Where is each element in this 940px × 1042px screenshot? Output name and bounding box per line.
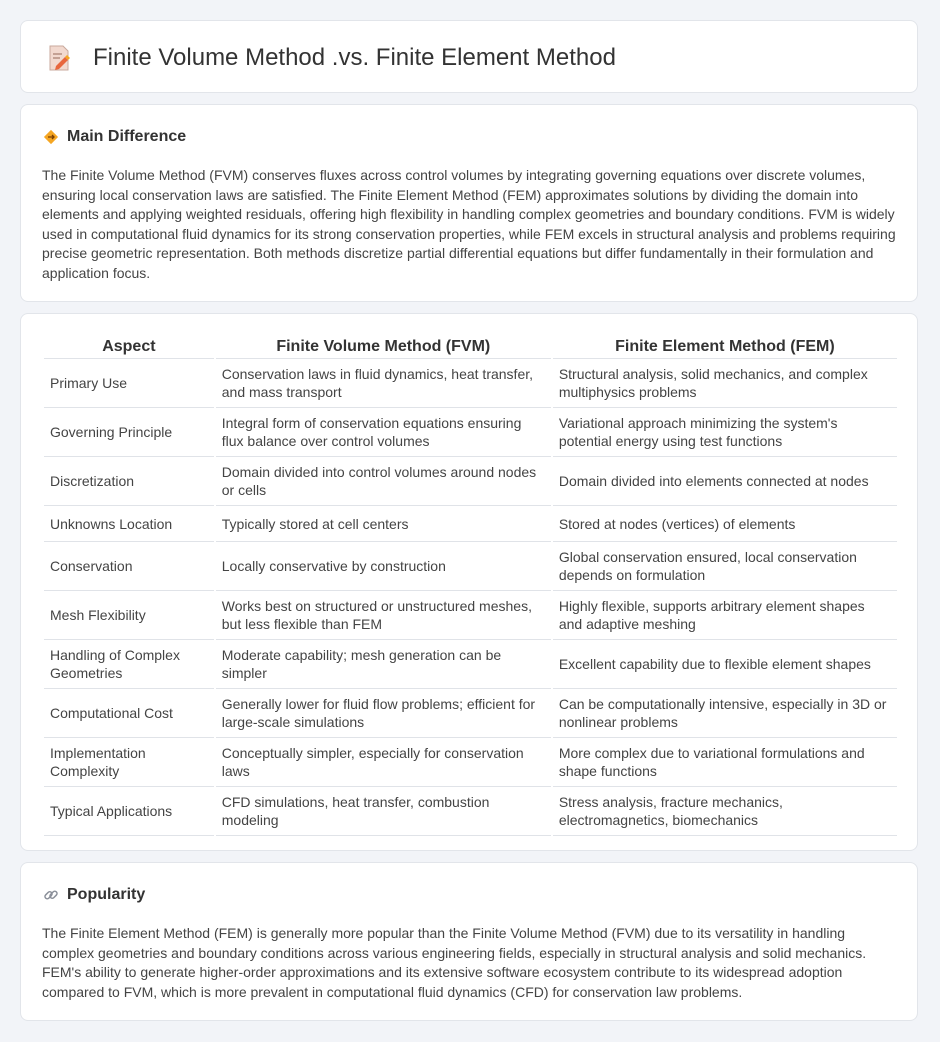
table-row [44, 359, 897, 408]
aspect-cell: Implementation Complexity [44, 738, 214, 787]
column-header-fem: Finite Element Method (FEM) [553, 334, 897, 359]
fvm-cell: Integral form of conservation equations ensuring flux balance over control volumes [216, 408, 551, 457]
table-row [44, 738, 897, 787]
table-row [44, 591, 897, 640]
fvm-cell: Locally conservative by construction [216, 542, 551, 591]
aspect-cell: Mesh Flexibility [44, 591, 214, 640]
link-icon [43, 887, 59, 903]
column-header-fvm: Finite Volume Method (FVM) [216, 334, 551, 359]
table-row [44, 542, 897, 591]
aspect-cell: Typical Applications [44, 787, 214, 836]
fem-cell: Structural analysis, solid mechanics, and complex multiphysics problems [553, 359, 897, 408]
fem-cell: Variational approach minimizing the system's potential energy using test functions [553, 408, 897, 457]
fem-cell: More complex due to variational formulations and shape functions [553, 738, 897, 787]
diamond-arrows-icon [43, 129, 59, 145]
fem-cell: Global conservation ensured, local conservation depends on formulation [553, 542, 897, 591]
fem-cell: Highly flexible, supports arbitrary element shapes and adaptive meshing [553, 591, 897, 640]
fvm-cell: CFD simulations, heat transfer, combustion modeling [216, 787, 551, 836]
popularity-title: Popularity [67, 886, 146, 903]
aspect-cell: Conservation [44, 542, 214, 591]
main-difference-text: The Finite Volume Method (FVM) conserves fluxes across control volumes by integrating governing equations over discrete volumes, ensuring local conservation laws are satisfied. The Finite Element Method (FEM) approximates solutions by dividing the domain into elements and applying weighted residuals, offering high flexibility in handling complex geometries and boundary conditions. FVM is widely used in computational fluid dynamics for its strong conservation properties, while FEM excels in structural analysis and problems requiring precise geometric representation. Both methods discretize partial differential equations but differ fundamentally in their formulation and application focus. [42, 167, 896, 281]
page-title: Finite Volume Method .vs. Finite Element Method [93, 44, 616, 71]
main-difference-title: Main Difference [67, 128, 187, 145]
fvm-cell: Conservation laws in fluid dynamics, heat transfer, and mass transport [216, 359, 551, 408]
table-row [44, 506, 897, 542]
fvm-cell: Domain divided into control volumes around nodes or cells [216, 457, 551, 506]
table-row [44, 787, 897, 836]
table-row [44, 689, 897, 738]
table-row [44, 408, 897, 457]
aspect-cell: Unknowns Location [44, 506, 214, 542]
fvm-cell: Works best on structured or unstructured meshes, but less flexible than FEM [216, 591, 551, 640]
fvm-cell: Conceptually simpler, especially for conservation laws [216, 738, 551, 787]
fem-cell: Domain divided into elements connected at nodes [553, 457, 897, 506]
aspect-cell: Governing Principle [44, 408, 214, 457]
table-row [44, 640, 897, 689]
popularity-text: The Finite Element Method (FEM) is generally more popular than the Finite Volume Method (FVM) due to its versatility in handling complex geometries and boundary conditions across various engineering fields, especially in structural analysis and solid mechanics. FEM's ability to generate higher-order approximations and its extensive software ecosystem contribute to its widespread adoption compared to FVM, which is more prevalent in computational fluid dynamics (CFD) for conservation law problems. [42, 925, 867, 1000]
aspect-cell: Discretization [44, 457, 214, 506]
header-card [20, 20, 918, 93]
comparison-table [42, 334, 899, 836]
pencil-document-icon [47, 44, 71, 72]
fem-cell: Excellent capability due to flexible element shapes [553, 640, 897, 689]
fvm-cell: Moderate capability; mesh generation can be simpler [216, 640, 551, 689]
column-header-aspect: Aspect [44, 334, 214, 359]
aspect-cell: Primary Use [44, 359, 214, 408]
main-difference-section [20, 104, 918, 302]
fem-cell: Can be computationally intensive, especially in 3D or nonlinear problems [553, 689, 897, 738]
fem-cell: Stored at nodes (vertices) of elements [553, 506, 897, 542]
fem-cell: Stress analysis, fracture mechanics, electromagnetics, biomechanics [553, 787, 897, 836]
comparison-table-card [20, 313, 918, 851]
aspect-cell: Computational Cost [44, 689, 214, 738]
table-header-row [44, 334, 897, 359]
fvm-cell: Generally lower for fluid flow problems; efficient for large-scale simulations [216, 689, 551, 738]
fvm-cell: Typically stored at cell centers [216, 506, 551, 542]
aspect-cell: Handling of Complex Geometries [44, 640, 214, 689]
popularity-section [20, 862, 918, 1021]
table-row [44, 457, 897, 506]
